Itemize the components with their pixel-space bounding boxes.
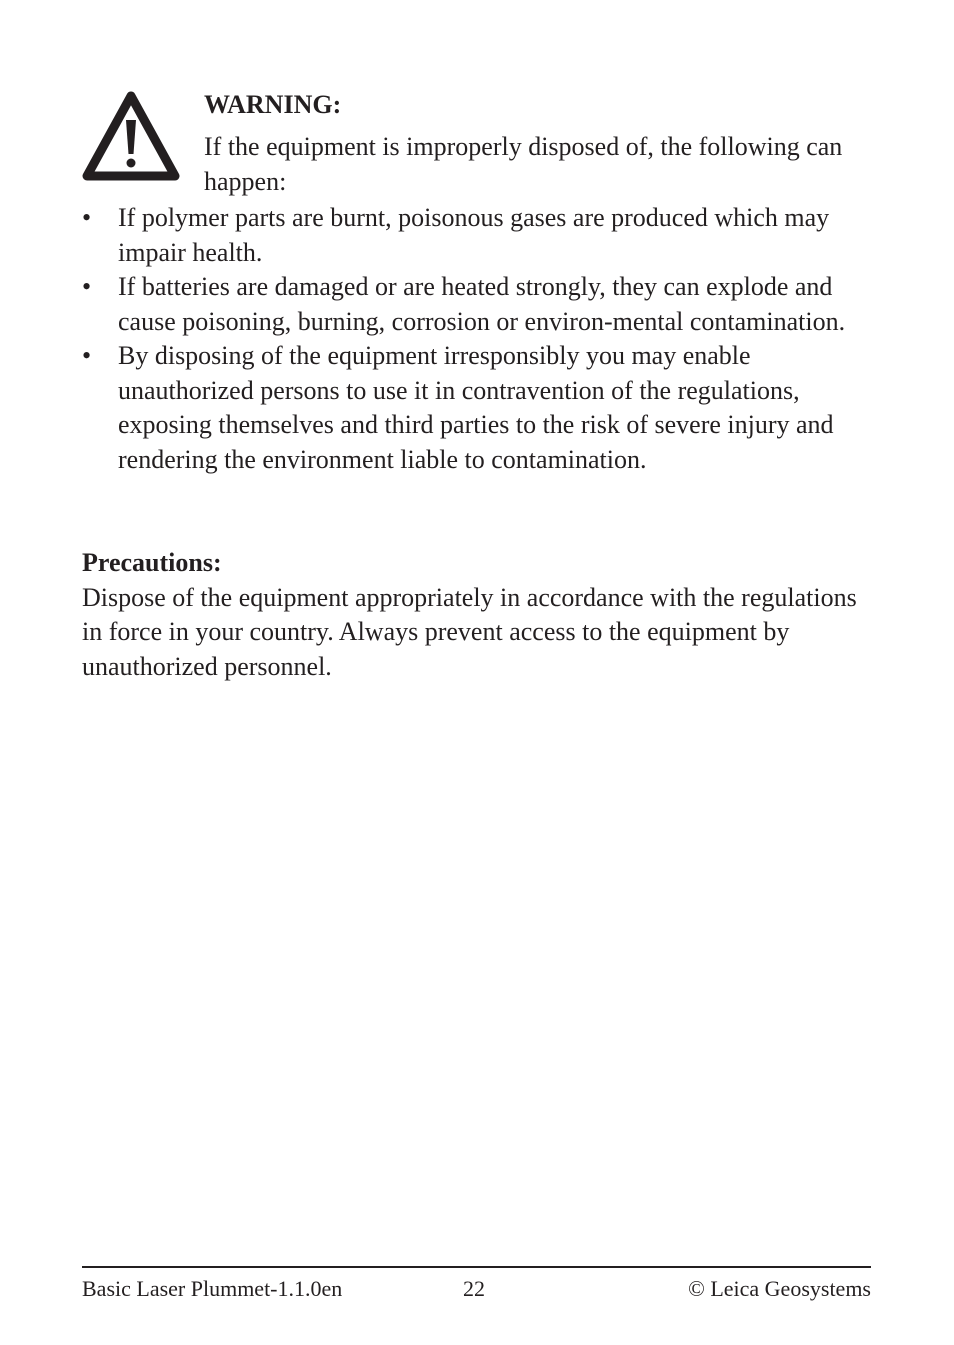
list-item (82, 339, 882, 477)
precautions-title: Precautions: (82, 548, 222, 577)
list-item-text: By disposing of the equipment irresponsibly you may enable unauthorized persons to use it in contravention of the regulations, exposing themselves and third parties to the risk of severe injury and rendering the environment liable to contamination. (118, 341, 834, 474)
list-item (82, 270, 882, 339)
footer-divider (82, 1266, 871, 1268)
warning-triangle-icon (82, 90, 180, 182)
warning-intro: If the equipment is improperly disposed of, the following can happen: (204, 132, 843, 196)
bullet-mark: • (82, 203, 92, 232)
warning-text (204, 88, 884, 199)
footer-page-number: 22 (463, 1276, 485, 1301)
page-footer (82, 1274, 871, 1304)
list-item-text: If polymer parts are burnt, poisonous gases are produced which may impair health. (118, 203, 830, 267)
bullet-mark: • (82, 341, 92, 370)
hazard-list (82, 201, 882, 477)
precautions-body: Dispose of the equipment appropriately in accordance with the regulations in force in your country. Always prevent access to the equipment by unauthorized personnel. (82, 582, 857, 681)
footer-document-name: Basic Laser Plummet-1.1.0en (82, 1276, 343, 1301)
bullet-mark: • (82, 272, 92, 301)
precautions-section (82, 546, 882, 684)
list-item-text: If batteries are damaged or are heated strongly, they can explode and cause poisoning, burning, corrosion or environ-mental contamination. (118, 272, 846, 336)
footer-copyright: © Leica Geosystems (688, 1276, 871, 1301)
warning-title: WARNING: (204, 90, 342, 119)
list-item (82, 201, 882, 270)
